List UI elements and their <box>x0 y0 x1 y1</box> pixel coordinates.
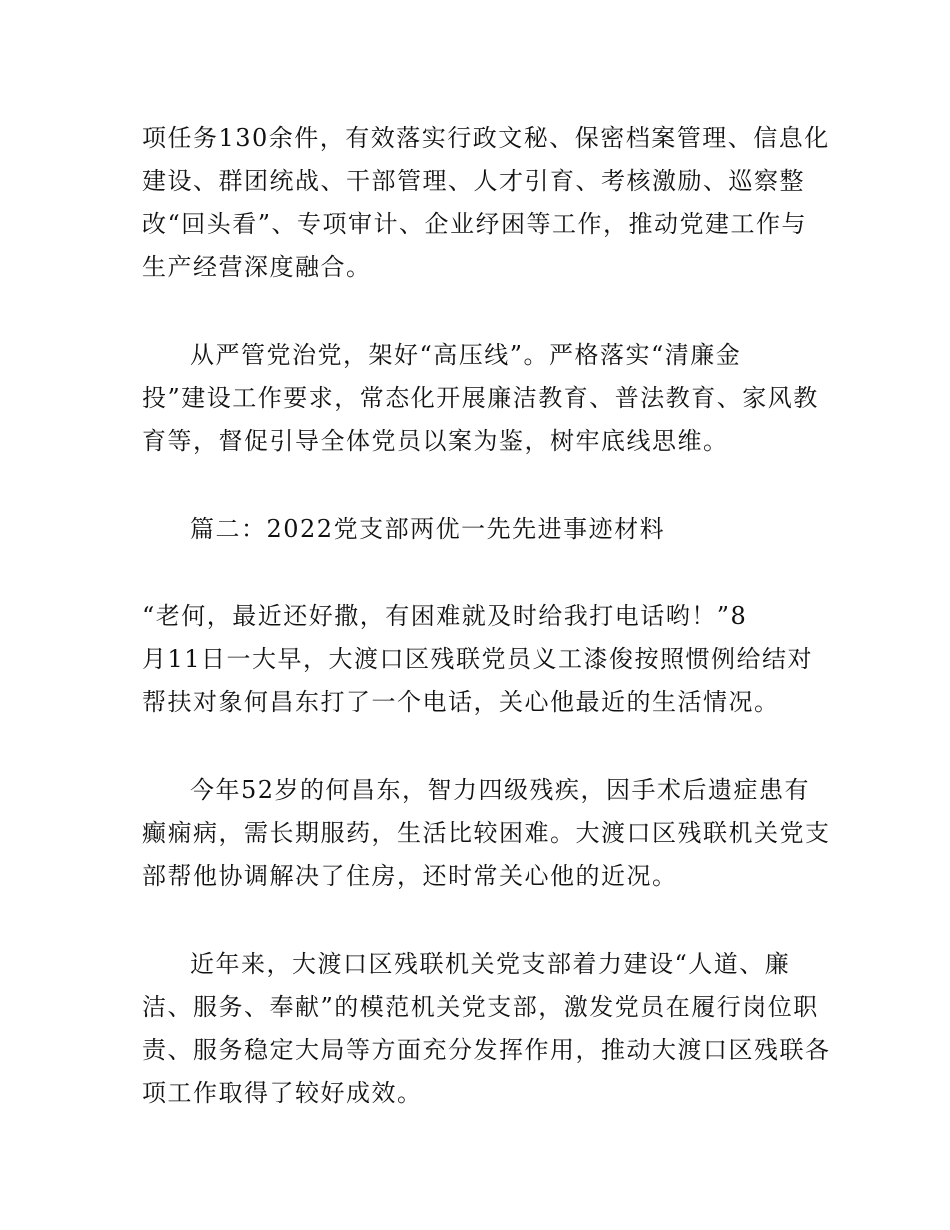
paragraph-2-line-1: 从严管党治党，架好“高压线”。严格落实“清廉金 <box>190 341 742 369</box>
paragraph-1-line-1: 项任务130余件，有效落实行政文秘、保密档案管理、信息化 <box>142 124 830 152</box>
paragraph-2-line-2: 投”建设工作要求，常态化开展廉洁教育、普法教育、家风教 <box>142 384 819 412</box>
paragraph-3-line-3: 帮扶对象何昌东打了一个电话，关心他最近的生活情况。 <box>142 688 780 716</box>
paragraph-3-line-1: “老何，最近还好撒，有困难就及时给我打电话哟！”8 <box>142 602 748 630</box>
paragraph-2-line-3: 育等，督促引导全体党员以案为鉴，树牢底线思维。 <box>142 427 729 455</box>
paragraph-5-line-1: 近年来，大渡口区残联机关党支部着力建设“人道、廉 <box>190 950 791 978</box>
paragraph-1-line-2: 建设、群团统战、干部管理、人才引育、考核激励、巡察整 <box>142 167 805 195</box>
paragraph-5-line-3: 责、服务稳定大局等方面充分发挥作用，推动大渡口区残联各 <box>142 1036 831 1064</box>
paragraph-1-line-4: 生产经营深度融合。 <box>142 253 372 281</box>
paragraph-5-line-2: 洁、服务、奉献”的模范机关党支部，激发党员在履行岗位职 <box>142 993 819 1021</box>
paragraph-4-line-2: 癫痫病，需长期服药，生活比较困难。大渡口区残联机关党支 <box>142 819 831 847</box>
paragraph-3-line-2: 月11日一大早，大渡口区残联党员义工漆俊按照惯例给结对 <box>142 645 814 673</box>
paragraph-5-line-4: 项工作取得了较好成效。 <box>142 1079 423 1107</box>
section-heading: 篇二：2022党支部两优一先先进事迹材料 <box>190 515 666 543</box>
paragraph-4-line-3: 部帮他协调解决了住房，还时常关心他的近况。 <box>142 862 678 890</box>
paragraph-4-line-1: 今年52岁的何昌东，智力四级残疾，因手术后遗症患有 <box>190 776 811 804</box>
paragraph-1-line-3: 改“回头看”、专项审计、企业纾困等工作，推动党建工作与 <box>142 210 808 238</box>
